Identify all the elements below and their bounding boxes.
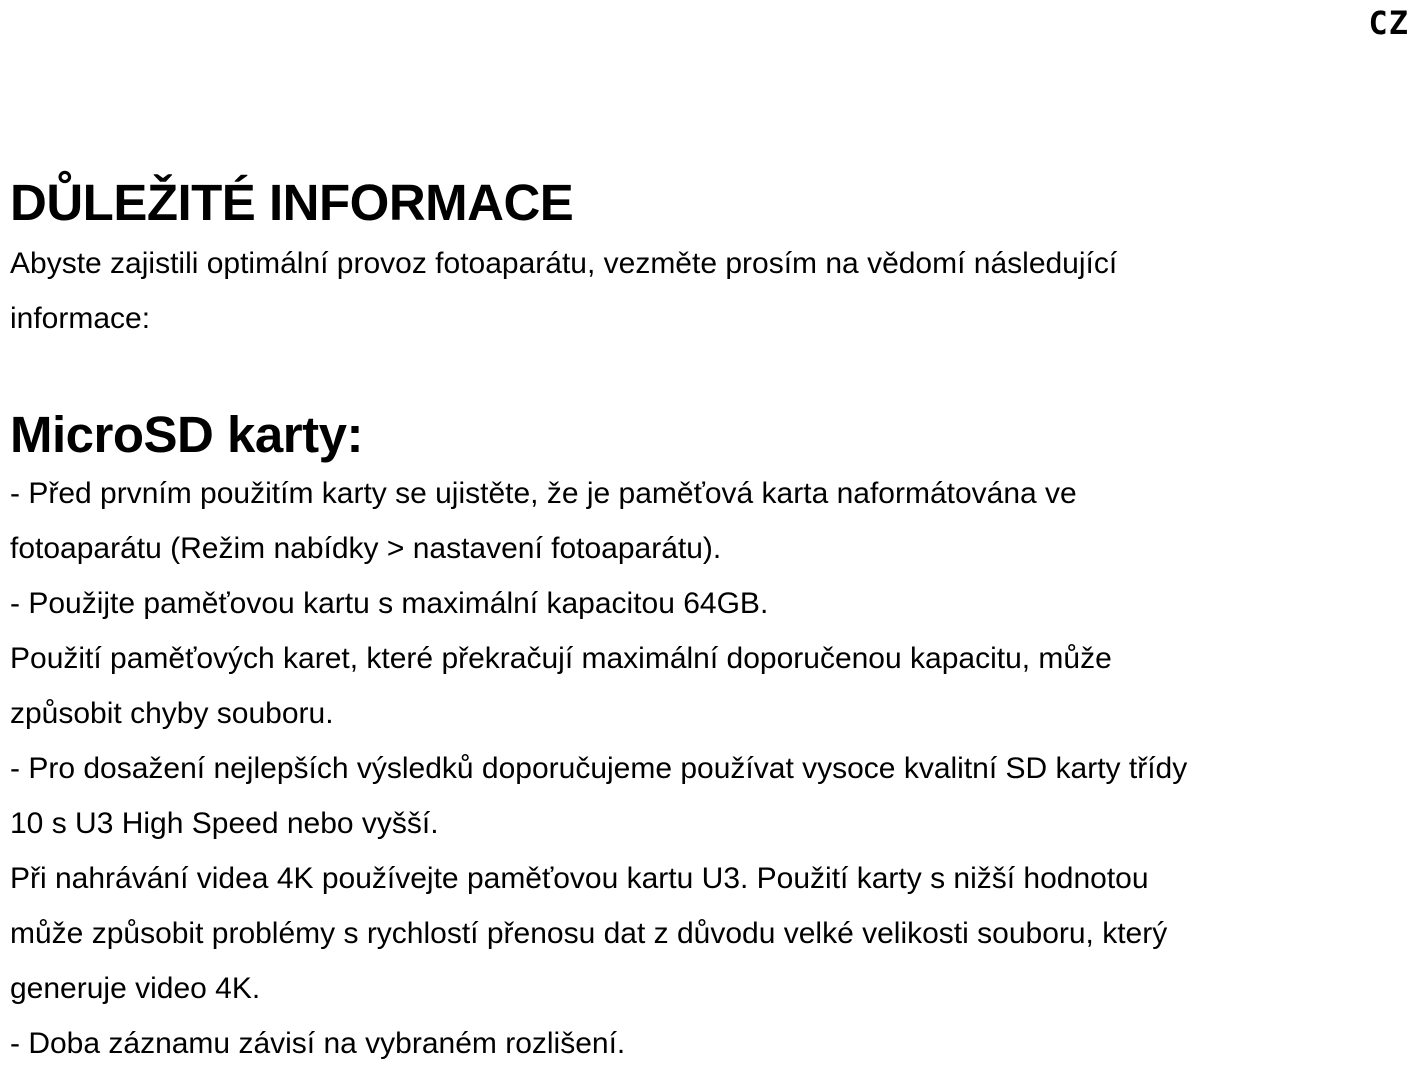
language-tag: CZ — [1368, 4, 1409, 42]
text-line: - Použijte paměťovou kartu s maximální kapacitou 64GB. — [10, 587, 769, 620]
text-line: Použití paměťových karet, které překračují maximální doporučenou kapacitu, může — [10, 642, 1112, 675]
microsd-info-list — [10, 466, 1410, 1071]
text-line: způsobit chyby souboru. — [10, 697, 334, 730]
text-line: generuje video 4K. — [10, 972, 261, 1005]
text-line: 10 s U3 High Speed nebo vyšší. — [10, 807, 439, 840]
text-line: - Doba záznamu závisí na vybraném rozlišení. — [10, 1027, 626, 1060]
text-line: - Před prvním použitím karty se ujistěte, že je paměťová karta naformátována ve — [10, 477, 1077, 510]
text-line: Při nahrávání videa 4K používejte paměťovou kartu U3. Použití karty s nižší hodnotou — [10, 862, 1149, 895]
text-line: - Pro dosažení nejlepších výsledků doporučujeme používat vysoce kvalitní SD karty třídy — [10, 752, 1188, 785]
text-line: fotoaparátu (Režim nabídky > nastavení fotoaparátu). — [10, 532, 722, 565]
intro-paragraph — [10, 236, 1410, 346]
section-heading-microsd: MicroSD karty: — [10, 406, 363, 463]
intro-line: informace: — [10, 302, 151, 335]
page-title: DŮLEŽITÉ INFORMACE — [10, 174, 574, 231]
text-line: může způsobit problémy s rychlostí přenosu dat z důvodu velké velikosti souboru, který — [10, 917, 1168, 950]
intro-line: Abyste zajistili optimální provoz fotoaparátu, vezměte prosím na vědomí následující — [10, 247, 1118, 280]
document-body — [10, 170, 1410, 1071]
